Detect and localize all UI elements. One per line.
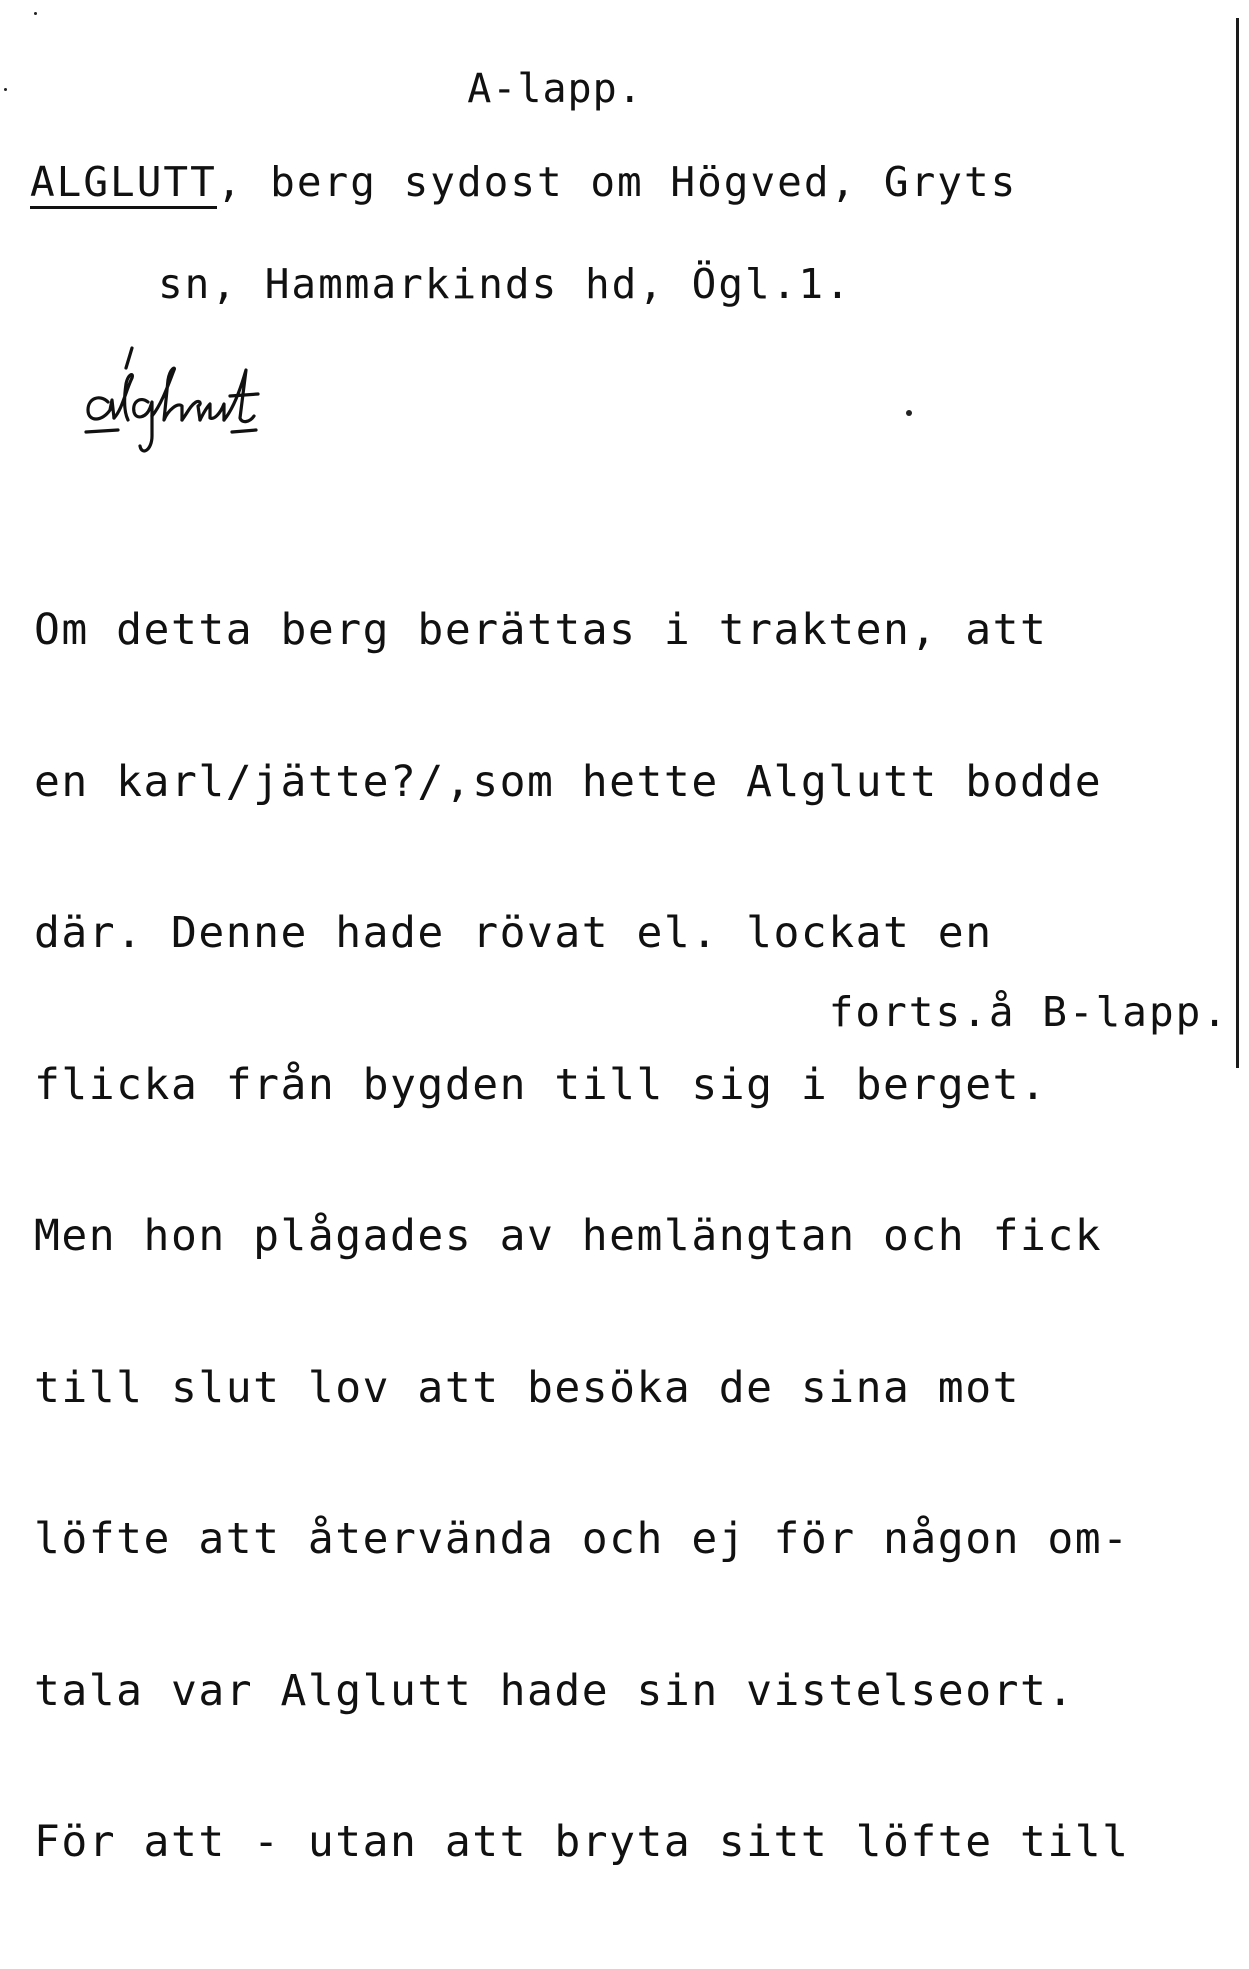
- body-line: flicka från bygden till sig i berget.: [34, 1059, 1048, 1110]
- entry-header-line-1: [30, 158, 1017, 209]
- card-right-edge: [1236, 18, 1239, 1068]
- body-line: Men hon plågades av hemlängtan och fick: [34, 1211, 1103, 1261]
- continuation-note: forts.å B-lapp.: [828, 988, 1229, 1036]
- ink-speck: [34, 12, 37, 15]
- card-heading: A-lapp.: [467, 66, 643, 112]
- body-line: För att - utan att bryta sitt löfte till: [34, 1817, 1130, 1867]
- card-body-text: [34, 504, 1130, 1969]
- body-line: tala var Alglutt hade sin vistelseort.: [34, 1665, 1075, 1716]
- ink-speck: [906, 410, 912, 416]
- entry-header-line-2: sn, Hammarkinds hd, Ögl.1.: [158, 260, 852, 308]
- handwritten-pronunciation: [70, 340, 320, 470]
- body-line: Om detta berg berättas i trakten, att: [34, 605, 1048, 655]
- entry-description-line-1: , berg sydost om Högved, Gryts: [216, 158, 1018, 206]
- body-line: till slut lov att besöka de sina mot: [34, 1362, 1020, 1413]
- ink-speck: [4, 88, 7, 91]
- entry-name: ALGLUTT: [30, 161, 217, 209]
- body-line: där. Denne hade rövat el. lockat en: [34, 908, 993, 958]
- body-line: en karl/jätte?/,som hette Alglutt bodde: [34, 756, 1103, 807]
- body-line: löfte att återvända och ej för någon om-: [34, 1514, 1130, 1564]
